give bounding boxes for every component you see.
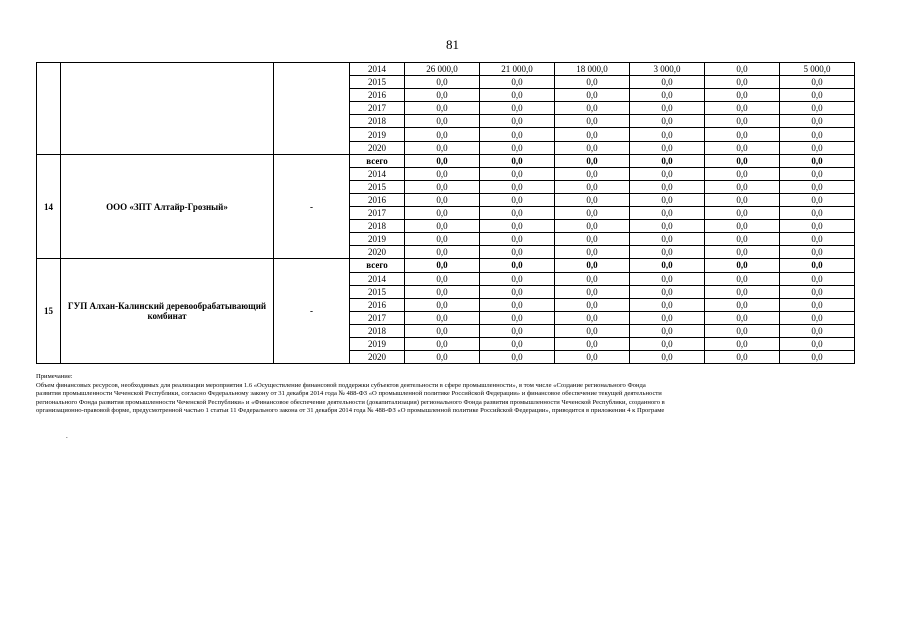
value-cell: 0,0 bbox=[630, 76, 705, 89]
year-cell: всего bbox=[350, 259, 405, 272]
value-cell: 5 000,0 bbox=[780, 63, 855, 76]
note bbox=[36, 373, 866, 416]
value-cell: 0,0 bbox=[705, 337, 780, 350]
value-cell: 0,0 bbox=[630, 298, 705, 311]
value-cell: 0,0 bbox=[555, 141, 630, 154]
note-line: организационно-правовой форме, предусмотренной частью 1 статьи 11 Федерального закона от 31 декабря 2014 года № 488-ФЗ «О промышленной политике Российской Федерации», приводится в приложении 4 к Програме bbox=[36, 407, 665, 415]
value-cell: 0,0 bbox=[405, 298, 480, 311]
value-cell: 0,0 bbox=[405, 180, 480, 193]
value-cell: 0,0 bbox=[555, 89, 630, 102]
value-cell: 0,0 bbox=[555, 167, 630, 180]
year-cell: 2018 bbox=[350, 324, 405, 337]
value-cell: 18 000,0 bbox=[555, 63, 630, 76]
note-title: Примечание: bbox=[36, 373, 73, 380]
value-cell: 0,0 bbox=[630, 285, 705, 298]
value-cell: 0,0 bbox=[780, 233, 855, 246]
value-cell: 0,0 bbox=[480, 89, 555, 102]
value-cell: 0,0 bbox=[480, 285, 555, 298]
value-cell: 0,0 bbox=[555, 285, 630, 298]
organization-cell: ООО «ЗПТ Алтайр-Грозный» bbox=[61, 154, 274, 259]
value-cell: 0,0 bbox=[480, 180, 555, 193]
value-cell: 0,0 bbox=[630, 311, 705, 324]
value-cell: 0,0 bbox=[705, 115, 780, 128]
value-cell: 0,0 bbox=[405, 272, 480, 285]
value-cell: 0,0 bbox=[780, 272, 855, 285]
value-cell: 0,0 bbox=[630, 337, 705, 350]
value-cell: 0,0 bbox=[630, 193, 705, 206]
dash-cell bbox=[274, 63, 350, 155]
table-row bbox=[37, 63, 855, 76]
value-cell: 0,0 bbox=[630, 259, 705, 272]
value-cell: 0,0 bbox=[555, 233, 630, 246]
value-cell: 0,0 bbox=[780, 259, 855, 272]
value-cell: 0,0 bbox=[705, 285, 780, 298]
value-cell: 0,0 bbox=[780, 324, 855, 337]
year-cell: 2015 bbox=[350, 285, 405, 298]
page-number: 81 bbox=[446, 37, 459, 52]
value-cell: 0,0 bbox=[780, 351, 855, 364]
value-cell: 0,0 bbox=[480, 207, 555, 220]
note-line: развития промышленности Чеченской Республики, согласно Федеральному закону от 31 декабря 2014 года № 488-ФЗ «О промышленной политике Российской Федерации» и финансовое обеспечение текущей деятельности bbox=[36, 390, 662, 398]
value-cell: 0,0 bbox=[630, 272, 705, 285]
table-row bbox=[37, 259, 855, 272]
value-cell: 0,0 bbox=[405, 154, 480, 167]
note-line: регионального Фонда развития промышленности Чеченской Республики» и «Финансовое обеспечение деятельности (докапитализация) регионального Фонда развития промышленности Чеченской Республики, созданного в bbox=[36, 398, 665, 406]
value-cell: 0,0 bbox=[480, 337, 555, 350]
year-cell: 2019 bbox=[350, 337, 405, 350]
value-cell: 0,0 bbox=[480, 128, 555, 141]
value-cell: 0,0 bbox=[780, 298, 855, 311]
value-cell: 0,0 bbox=[555, 272, 630, 285]
value-cell: 0,0 bbox=[780, 154, 855, 167]
value-cell: 0,0 bbox=[705, 259, 780, 272]
year-cell: 2017 bbox=[350, 311, 405, 324]
value-cell: 0,0 bbox=[705, 193, 780, 206]
value-cell: 0,0 bbox=[555, 180, 630, 193]
value-cell: 0,0 bbox=[630, 180, 705, 193]
value-cell: 0,0 bbox=[555, 76, 630, 89]
value-cell: 0,0 bbox=[780, 167, 855, 180]
value-cell: 0,0 bbox=[780, 337, 855, 350]
value-cell: 0,0 bbox=[780, 285, 855, 298]
value-cell: 0,0 bbox=[480, 141, 555, 154]
row-number-cell bbox=[37, 63, 61, 155]
value-cell: 0,0 bbox=[705, 89, 780, 102]
value-cell: 0,0 bbox=[480, 311, 555, 324]
value-cell: 0,0 bbox=[480, 298, 555, 311]
value-cell: 0,0 bbox=[705, 298, 780, 311]
year-cell: 2014 bbox=[350, 272, 405, 285]
value-cell: 0,0 bbox=[405, 311, 480, 324]
value-cell: 0,0 bbox=[480, 351, 555, 364]
value-cell: 0,0 bbox=[630, 233, 705, 246]
value-cell: 3 000,0 bbox=[630, 63, 705, 76]
value-cell: 0,0 bbox=[405, 102, 480, 115]
value-cell: 0,0 bbox=[705, 63, 780, 76]
value-cell: 0,0 bbox=[405, 167, 480, 180]
value-cell: 0,0 bbox=[405, 351, 480, 364]
value-cell: 0,0 bbox=[630, 324, 705, 337]
value-cell: 0,0 bbox=[480, 324, 555, 337]
year-cell: 2020 bbox=[350, 246, 405, 259]
value-cell: 0,0 bbox=[555, 207, 630, 220]
value-cell: 0,0 bbox=[630, 351, 705, 364]
value-cell: 0,0 bbox=[480, 154, 555, 167]
value-cell: 0,0 bbox=[405, 76, 480, 89]
value-cell: 0,0 bbox=[480, 115, 555, 128]
value-cell: 0,0 bbox=[630, 154, 705, 167]
note-line: Объем финансовых ресурсов, необходимых для реализации мероприятия 1.6 «Осуществление финансовой поддержки субъектов деятельности в сфере промышленности», в том числе «Создание регионального Фонда bbox=[36, 381, 646, 389]
value-cell: 0,0 bbox=[630, 220, 705, 233]
value-cell: 0,0 bbox=[555, 246, 630, 259]
year-cell: 2016 bbox=[350, 298, 405, 311]
value-cell: 0,0 bbox=[705, 141, 780, 154]
value-cell: 0,0 bbox=[705, 128, 780, 141]
dash-cell: - bbox=[274, 259, 350, 364]
value-cell: 0,0 bbox=[480, 193, 555, 206]
value-cell: 0,0 bbox=[780, 141, 855, 154]
value-cell: 0,0 bbox=[480, 76, 555, 89]
value-cell: 0,0 bbox=[630, 89, 705, 102]
value-cell: 0,0 bbox=[480, 272, 555, 285]
row-number-cell: 14 bbox=[37, 154, 61, 259]
value-cell: 0,0 bbox=[555, 324, 630, 337]
value-cell: 0,0 bbox=[405, 115, 480, 128]
dash-cell: - bbox=[274, 154, 350, 259]
year-cell: 2014 bbox=[350, 63, 405, 76]
year-cell: 2017 bbox=[350, 207, 405, 220]
value-cell: 0,0 bbox=[705, 167, 780, 180]
value-cell: 0,0 bbox=[405, 141, 480, 154]
value-cell: 0,0 bbox=[705, 311, 780, 324]
value-cell: 0,0 bbox=[480, 233, 555, 246]
value-cell: 0,0 bbox=[555, 311, 630, 324]
table-row bbox=[37, 154, 855, 167]
value-cell: 0,0 bbox=[480, 102, 555, 115]
year-cell: 2015 bbox=[350, 76, 405, 89]
value-cell: 0,0 bbox=[630, 115, 705, 128]
year-cell: 2020 bbox=[350, 141, 405, 154]
value-cell: 0,0 bbox=[630, 167, 705, 180]
value-cell: 0,0 bbox=[555, 351, 630, 364]
value-cell: 0,0 bbox=[405, 246, 480, 259]
value-cell: 0,0 bbox=[780, 193, 855, 206]
value-cell: 0,0 bbox=[630, 128, 705, 141]
value-cell: 0,0 bbox=[555, 128, 630, 141]
value-cell: 0,0 bbox=[480, 167, 555, 180]
value-cell: 0,0 bbox=[780, 102, 855, 115]
value-cell: 0,0 bbox=[705, 207, 780, 220]
value-cell: 0,0 bbox=[705, 154, 780, 167]
value-cell: 0,0 bbox=[780, 89, 855, 102]
value-cell: 0,0 bbox=[405, 233, 480, 246]
value-cell: 0,0 bbox=[555, 298, 630, 311]
value-cell: 0,0 bbox=[555, 220, 630, 233]
value-cell: 0,0 bbox=[405, 207, 480, 220]
value-cell: 0,0 bbox=[405, 193, 480, 206]
financing-table bbox=[36, 62, 855, 364]
value-cell: 0,0 bbox=[705, 76, 780, 89]
value-cell: 0,0 bbox=[555, 193, 630, 206]
year-cell: 2020 bbox=[350, 351, 405, 364]
value-cell: 0,0 bbox=[705, 180, 780, 193]
year-cell: 2015 bbox=[350, 180, 405, 193]
value-cell: 0,0 bbox=[705, 102, 780, 115]
value-cell: 0,0 bbox=[405, 128, 480, 141]
value-cell: 0,0 bbox=[480, 220, 555, 233]
value-cell: 0,0 bbox=[705, 351, 780, 364]
value-cell: 0,0 bbox=[705, 272, 780, 285]
value-cell: 0,0 bbox=[405, 259, 480, 272]
organization-cell bbox=[61, 63, 274, 155]
value-cell: 21 000,0 bbox=[480, 63, 555, 76]
year-cell: 2014 bbox=[350, 167, 405, 180]
year-cell: 2018 bbox=[350, 220, 405, 233]
value-cell: 0,0 bbox=[705, 246, 780, 259]
value-cell: 0,0 bbox=[630, 207, 705, 220]
value-cell: 0,0 bbox=[555, 259, 630, 272]
value-cell: 0,0 bbox=[555, 337, 630, 350]
value-cell: 26 000,0 bbox=[405, 63, 480, 76]
year-cell: 2019 bbox=[350, 233, 405, 246]
value-cell: 0,0 bbox=[630, 141, 705, 154]
value-cell: 0,0 bbox=[780, 115, 855, 128]
value-cell: 0,0 bbox=[780, 76, 855, 89]
value-cell: 0,0 bbox=[780, 180, 855, 193]
year-cell: 2018 bbox=[350, 115, 405, 128]
row-number-cell: 15 bbox=[37, 259, 61, 364]
value-cell: 0,0 bbox=[780, 311, 855, 324]
value-cell: 0,0 bbox=[630, 246, 705, 259]
value-cell: 0,0 bbox=[780, 128, 855, 141]
value-cell: 0,0 bbox=[480, 259, 555, 272]
value-cell: 0,0 bbox=[405, 324, 480, 337]
value-cell: 0,0 bbox=[630, 102, 705, 115]
value-cell: 0,0 bbox=[780, 220, 855, 233]
year-cell: всего bbox=[350, 154, 405, 167]
year-cell: 2017 bbox=[350, 102, 405, 115]
value-cell: 0,0 bbox=[405, 220, 480, 233]
year-cell: 2016 bbox=[350, 89, 405, 102]
value-cell: 0,0 bbox=[555, 102, 630, 115]
value-cell: 0,0 bbox=[705, 324, 780, 337]
year-cell: 2016 bbox=[350, 193, 405, 206]
value-cell: 0,0 bbox=[405, 285, 480, 298]
year-cell: 2019 bbox=[350, 128, 405, 141]
value-cell: 0,0 bbox=[780, 246, 855, 259]
value-cell: 0,0 bbox=[480, 246, 555, 259]
organization-cell: ГУП Алхан-Калинский деревообрабатывающий комбинат bbox=[61, 259, 274, 364]
value-cell: 0,0 bbox=[555, 115, 630, 128]
trailing-mark: . bbox=[66, 432, 68, 440]
value-cell: 0,0 bbox=[405, 337, 480, 350]
value-cell: 0,0 bbox=[705, 233, 780, 246]
value-cell: 0,0 bbox=[405, 89, 480, 102]
value-cell: 0,0 bbox=[705, 220, 780, 233]
value-cell: 0,0 bbox=[555, 154, 630, 167]
value-cell: 0,0 bbox=[780, 207, 855, 220]
